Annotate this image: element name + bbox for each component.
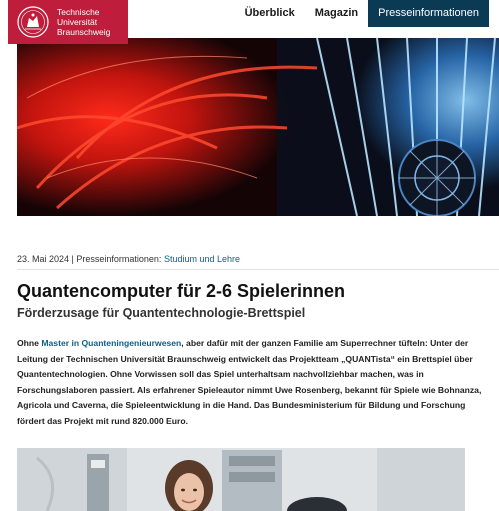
quantum-computer-image (17, 38, 499, 216)
main-nav (235, 0, 489, 27)
lead-text-rest: , aber dafür mit der ganzen Familie am Superrechner tüfteln: Unter der Leitung der Technischen Universität Braunschweig entwickelt das Projektteam „QUANTista“ ein Brettspiel über Quantentechnologien. Ohne Vorwissen soll das Spiel unterhaltsam nachvollziehbar machen, was in Forschungslaboren passiert. Als erfahrener Spieleautor nimmt Uwe Rosenberg, bekannt für Spiele wie Bohnanza, Agricola und Caverna, die Spieleentwicklung in die Hand. Das Bundesministerium für Bildung und Forschung fördert das Projekt mit rund 820.000 Euro. (17, 338, 482, 426)
nav-item-magazin[interactable]: Magazin (314, 7, 359, 19)
nav-item-presseinformationen[interactable]: Presseinformationen (368, 0, 489, 27)
university-seal-icon (16, 5, 50, 39)
meta-separator: | (69, 254, 77, 264)
category-prefix: Presseinformationen: (76, 254, 162, 264)
article-date: 23. Mai 2024 (17, 254, 70, 264)
article-meta (17, 254, 240, 264)
article-photo (17, 448, 465, 511)
article-subtitle: Förderzusage für Quantentechnologie-Brettspiel (17, 306, 306, 320)
lab-photo-image (17, 448, 465, 511)
university-logo[interactable] (8, 0, 128, 44)
logo-wordmark (57, 7, 110, 37)
article-title: Quantencomputer für 2-6 Spielerinnen (17, 281, 346, 301)
article-lead (17, 336, 492, 429)
logo-line: Technische (57, 7, 100, 17)
lead-text-start: Ohne (17, 338, 42, 348)
master-program-link[interactable]: Master in Quanteningenieurwesen (41, 338, 182, 348)
hero-image (17, 38, 499, 216)
nav-item-ueberblick[interactable]: Überblick (244, 7, 295, 19)
category-link[interactable]: Studium und Lehre (163, 254, 241, 264)
site-header (0, 0, 499, 38)
logo-line: Universität (57, 17, 98, 27)
meta-divider (17, 269, 499, 270)
logo-line: Braunschweig (57, 27, 111, 37)
